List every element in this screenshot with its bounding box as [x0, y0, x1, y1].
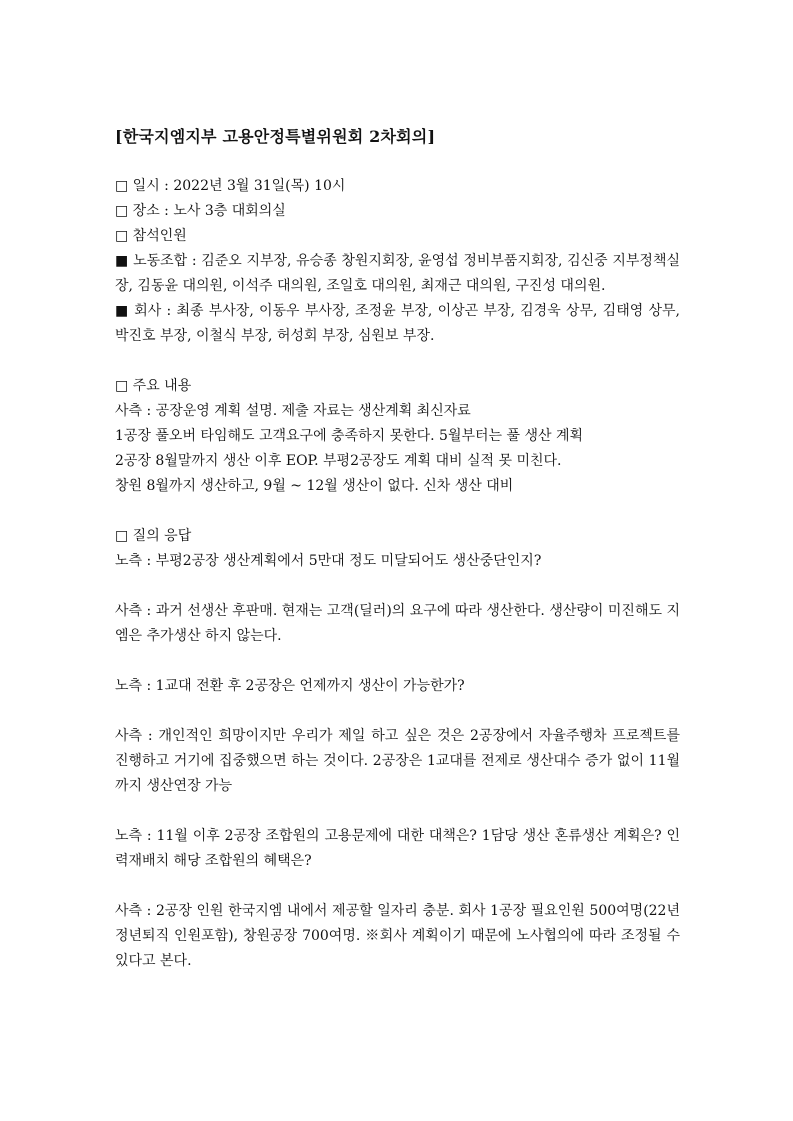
spacer: [115, 349, 680, 374]
union-question-3: 노측 : 11월 이후 2공장 조합원의 고용문제에 대한 대책은? 1담당 생산 혼류생산 계획은? 인력재배치 해당 조합원의 혜택은?: [115, 828, 680, 869]
meeting-place: □ 장소 : 노사 3층 대회의실: [115, 203, 286, 219]
document-title: [한국지엠지부 고용안정특별위원회 2차회의]: [115, 127, 436, 146]
document-page: [115, 126, 680, 974]
spacer: [115, 649, 680, 674]
main-content-line: 창원 8월까지 생산하고, 9월 ~ 12월 생산이 없다. 신차 생산 대비: [115, 478, 514, 494]
main-content-line: 2공장 8월말까지 생산 이후 EOP. 부평2공장도 계획 대비 실적 못 미친다.: [115, 453, 562, 469]
meeting-date: □ 일시 : 2022년 3월 31일(목) 10시: [115, 178, 346, 194]
spacer: [115, 699, 680, 724]
company-answer-1: 사측 : 과거 선생산 후판매. 현재는 고객(딜러)의 요구에 따라 생산한다. 생산량이 미진해도 지엠은 추가생산 하지 않는다.: [115, 603, 680, 644]
union-attendees: ■ 노동조합 : 김준오 지부장, 유승종 창원지회장, 윤영섭 정비부품지회장, 김신중 지부정책실장, 김동윤 대의원, 이석주 대의원, 조일호 대의원, 최재근 대의원, 구진성 대의원.: [115, 253, 680, 294]
spacer: [115, 499, 680, 524]
company-answer-2: 사측 : 개인적인 희망이지만 우리가 제일 하고 싶은 것은 2공장에서 자율주행차 프로젝트를 진행하고 거기에 집중했으면 하는 것이다. 2공장은 1교대를 전제로 생산대수 증가 없이 11월까지 생산연장 가능: [115, 728, 680, 794]
company-attendees: ■ 회사 : 최종 부사장, 이동우 부사장, 조정윤 부장, 이상곤 부장, 김경욱 상무, 김태영 상무, 박진호 부장, 이철식 부장, 허성회 부장, 심원보 부장.: [115, 303, 680, 344]
main-content-heading: □ 주요 내용: [115, 378, 192, 394]
union-question-2: 노측 : 1교대 전환 후 2공장은 언제까지 생산이 가능한가?: [115, 678, 465, 694]
union-question-1: 노측 : 부평2공장 생산계획에서 5만대 정도 미달되어도 생산중단인지?: [115, 553, 542, 569]
attendees-heading: □ 참석인원: [115, 228, 187, 244]
company-answer-3: 사측 : 2공장 인원 한국지엠 내에서 제공할 일자리 충분. 회사 1공장 필요인원 500여명(22년 정년퇴직 인원포함), 창원공장 700여명. ※회사 계획이기 때문에 노사협의에 따라 조정될 수 있다고 본다.: [115, 903, 680, 969]
spacer: [115, 874, 680, 899]
main-content-line: 사측 : 공장운영 계획 설명. 제출 자료는 생산계획 최신자료: [115, 403, 471, 419]
spacer: [115, 799, 680, 824]
qa-heading: □ 질의 응답: [115, 528, 192, 544]
main-content-line: 1공장 풀오버 타임해도 고객요구에 충족하지 못한다. 5월부터는 풀 생산 계획: [115, 428, 584, 444]
spacer: [115, 574, 680, 599]
